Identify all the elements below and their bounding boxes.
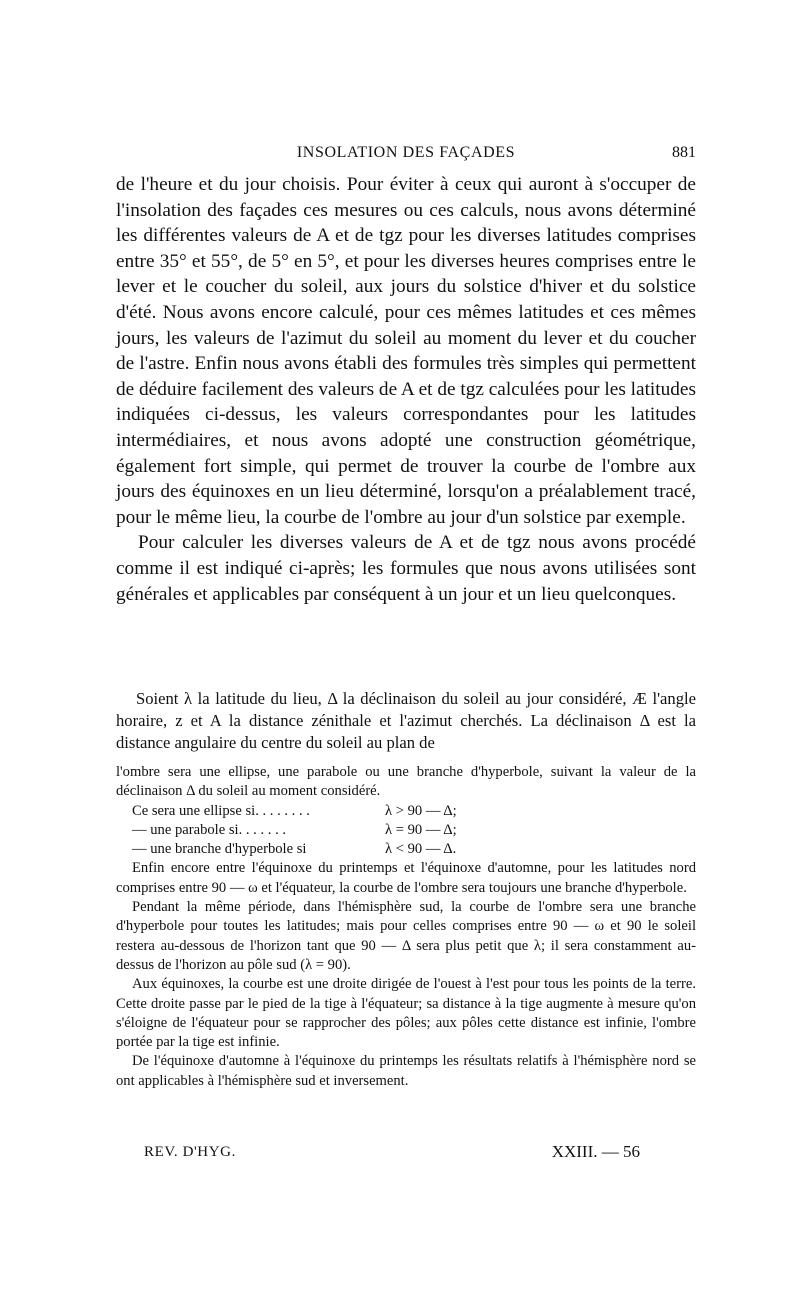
running-title: INSOLATION DES FAÇADES — [296, 144, 516, 161]
definitions-text — [116, 688, 696, 754]
condition-ellipse — [116, 802, 696, 821]
condition-hyperbola — [116, 840, 696, 859]
journal-signature: REV. D'HYG. — [144, 1144, 236, 1160]
page-number: 881 — [672, 144, 696, 161]
condition-label: — une branche d'hyperbole si — [132, 841, 307, 858]
condition-parabola — [116, 821, 696, 840]
main-text — [116, 172, 696, 607]
note-automne: De l'équinoxe d'automne à l'équinoxe du printemps les résultats relatifs à l'hémisphère nord se ont applicables à l'hémisphère sud et inversement. — [116, 1053, 696, 1089]
paragraph-soient: Soient λ la latitude du lieu, Δ la déclinaison du soleil au jour considéré, Æ l'angle horaire, z et A la distance zénithale et l'azimut cherchés. La déclinaison Δ est la distance angulaire du centre du soleil au plan de — [116, 689, 696, 752]
condition-label: — une parabole si. . . . . . . — [132, 821, 287, 838]
note-intro: l'ombre sera une ellipse, une parabole ou une branche d'hyperbole, suivant la valeur de la déclinaison Δ du soleil au moment considéré. — [116, 764, 696, 800]
note-pendant: Pendant la même période, dans l'hémisphère sud, la courbe de l'ombre sera une branche d'hyperbole pour toutes les latitudes; mais pour celles comprises entre 90 — ω et 90 le soleil restera au-dessous de l'horizon tant que 90 — Δ sera plus petit que λ; il sera constamment au-dessus de l'horizon au pôle sud (λ = 90). — [116, 899, 696, 973]
note-enfin: Enfin encore entre l'équinoxe du printemps et l'équinoxe d'automne, pour les latitudes nord comprises entre 90 — ω et l'équateur, la courbe de l'ombre sera toujours une branche d'hyperbole. — [116, 860, 696, 896]
condition-formula: λ = 90 — Δ; — [385, 821, 457, 838]
condition-label: Ce sera une ellipse si. . . . . . . . — [132, 802, 310, 819]
paragraph-calcul: Pour calculer les diverses valeurs de A et de tgz nous avons procédé comme il est indiqué ci-après; les formules que nous avons utilisées sont générales et applicables par conséquent à un jour et un lieu quelconques. — [116, 532, 696, 605]
footnote-text — [116, 763, 696, 1091]
condition-formula: λ < 90 — Δ. — [385, 841, 457, 858]
note-equinoxes: Aux équinoxes, la courbe est une droite dirigée de l'ouest à l'est pour tous les points de la terre. Cette droite passe par le pied de la tige à l'équateur; sa distance à la tige augmente à mesure qu'on s'éloigne de l'équateur pour se rapprocher des pôles; aux pôles cette distance est infinie, l'ombre portée par la tige est infinie. — [116, 976, 696, 1051]
condition-formula: λ > 90 — Δ; — [385, 802, 457, 819]
paragraph-continuation: de l'heure et du jour choisis. Pour éviter à ceux qui auront à s'occuper de l'insolation des façades ces mesures ou ces calculs, nous avons déterminé les différentes valeurs de A et de tgz pour les diverses latitudes comprises entre 35° et 55°, de 5° en 5°, et pour les diverses heures comprises entre le lever et le coucher du soleil, aux jours du solstice d'hiver et du solstice d'été. Nous avons encore calculé, pour ces mêmes latitudes et ces mêmes jours, les valeurs de l'azimut du soleil au moment du lever et du coucher de l'astre. Enfin nous avons établi des formules très simples qui permettent de déduire facilement des valeurs de A et de tgz calculées pour les latitudes indiquées ci-dessus, les valeurs correspondantes pour les latitudes intermédiaires, et nous avons adopté une construction géométrique, également fort simple, qui permet de trouver la courbe de l'ombre aux jours des équinoxes en un lieu déterminé, lorsqu'on a préalablement tracé, pour le même lieu, la courbe de l'ombre au jour d'un solstice par exemple. — [116, 174, 696, 528]
sheet-signature: XXIII. — 56 — [551, 1142, 640, 1161]
page-header — [116, 144, 696, 166]
page-footer — [116, 1142, 696, 1166]
